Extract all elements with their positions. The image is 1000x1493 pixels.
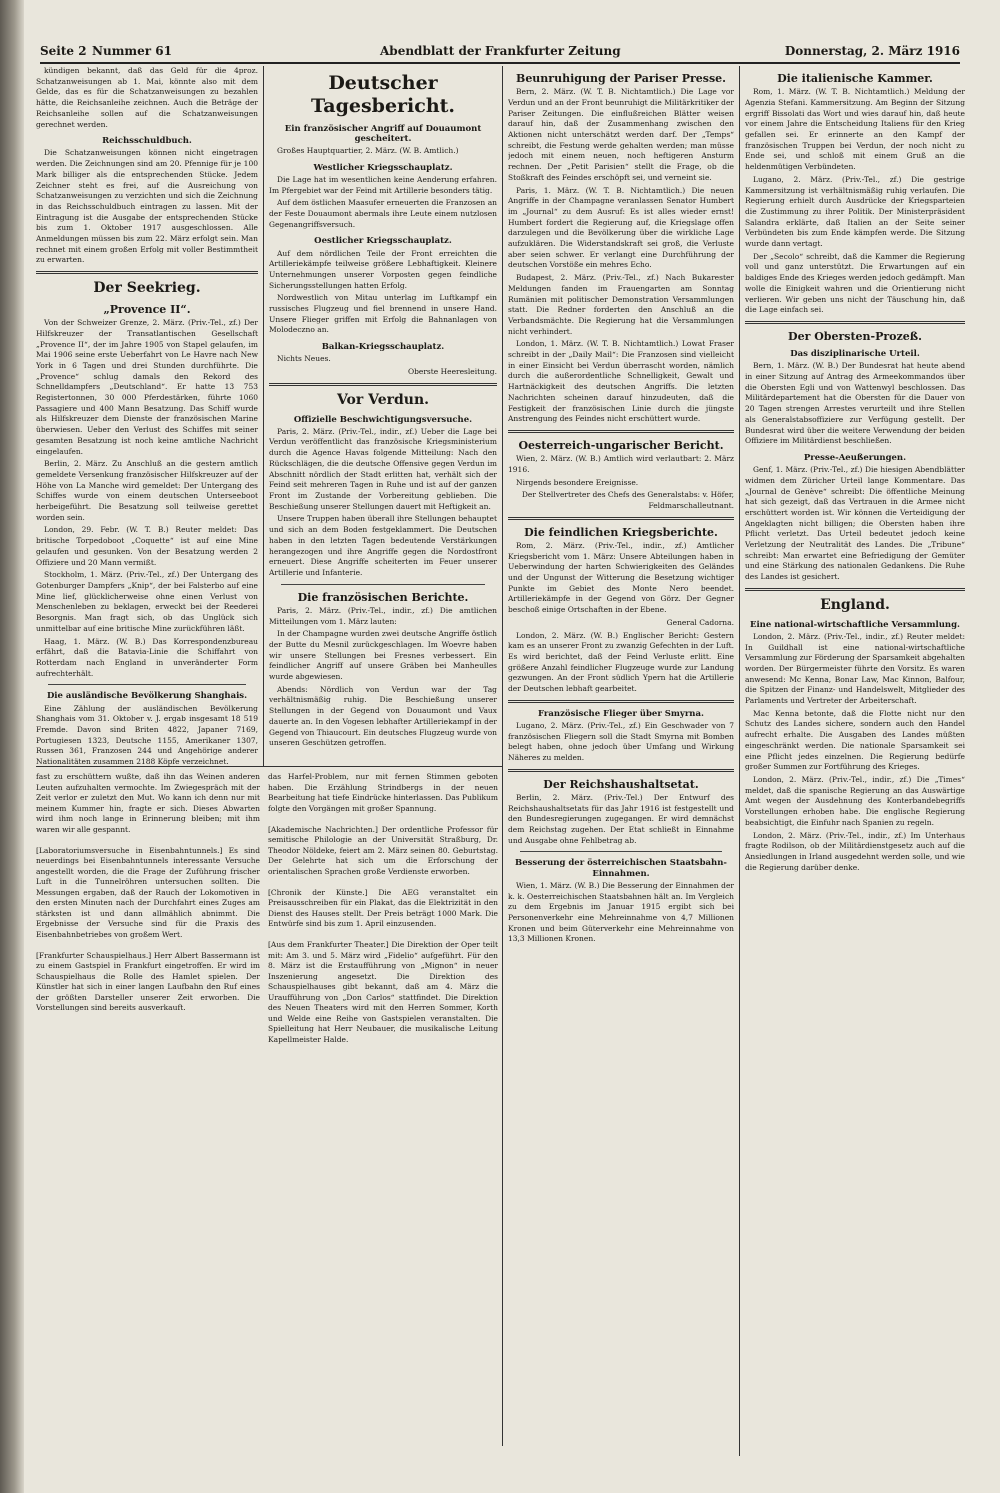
number-label: Nummer 61 bbox=[92, 44, 172, 58]
smyrna-title: Französische Flieger über Smyrna. bbox=[538, 708, 704, 719]
shanghai-paragraph: Eine Zählung der ausländischen Bevölkerung Shanghais vom 31. Oktober v. J. ergab insgesamt 18 519 Fremde. Davon sind Briten 4822, Japaner 7169, Portugiesen 1323, Deutsche 1155, Amerikaner 1307, Russen 361, Franzosen 244 und Angehörige anderer Nationalitäten zusammen 2188 Köpfe verzeichnet. bbox=[36, 703, 258, 766]
western-front-paragraph-2: Auf dem östlichen Maasufer erneuerten die Franzosen an der Feste Douaumont abermals ihre Leute einem nutzlosen Gegenangriffsversuch. bbox=[269, 198, 497, 229]
german-report-subtitle: Ein französischer Angriff auf Douaumont gescheitert. bbox=[284, 123, 482, 144]
french-reports-paragraph-1: Paris, 2. März. (Priv.-Tel., indir., zf.) Die amtlichen Mitteilungen vom 1. März lauten: bbox=[269, 605, 497, 626]
england-paragraph-4: London, 2. März. (Priv.-Tel., indir., zf.) Im Unterhaus fragte Rodilson, ob der Militärdienstgesetz auch auf die Ansiedlungen in Irland ausgedehnt werden solle, und wie die Regierung darüber denke. bbox=[745, 830, 965, 872]
debt-heading: Reichsschuldbuch. bbox=[102, 136, 192, 147]
intro-paragraph: kündigen bekannt, daß das Geld für die 4proz. Schatzanweisungen ab 1. Mai, könnte also mit dem Gelde, das es für die Schatzanweisungen zu bezahlen hätte, die Reichsanleihe zeichnen. Auch die Beträge der Reichsanleihe sollen auf die Schatzanweisungen gerechnet werden. bbox=[36, 66, 258, 129]
naval-paragraph-5: Haag, 1. März. (W. B.) Das Korrespondenzbureau erfährt, daß die Batavia-Linie die Schiffahrt von Rotterdam nach England in unveränderter Form aufrechterhält. bbox=[36, 636, 258, 678]
eastern-front-paragraph-2: Nordwestlich von Mitau unterlag im Luftkampf ein russisches Flugzeug und fiel brennend in unsere Hand. Unsere Flieger griffen mit Erfolg die Bahnanlagen von Molodeczno an. bbox=[269, 293, 497, 335]
italian-chamber-paragraph-3: Der „Secolo“ schreibt, daß die Kammer die Regierung voll und ganz unterstützt. Die Erwartungen auf ein baldiges Ende des Krieges werden jedoch gedämpft. Man wolle die Einigkeit wahren und die Orientierung nicht verlieren. Wir geben uns nicht der Täuschung hin, daß die Lage einfach sei. bbox=[745, 251, 965, 315]
italian-chamber-paragraph-1: Rom, 1. März. (W. T. B. Nichtamtlich.) Meldung der Agenzia Stefani. Kammersitzung. Am Beginn der Sitzung ergriff Bissolati das Wort und wies darauf hin, daß heute vor einem Jahre die Entscheidung Italiens für den Krieg gefallen sei. Er erinnerte an den Kampf der französischen Truppen bei Verdun, der noch nicht zu Ende sei, und schloß mit einem Gruß an die heldenmütigen Verbündeten. bbox=[745, 87, 965, 172]
england-paragraph-3: London, 2. März. (Priv.-Tel., indir., zf.) Die „Times“ meldet, daß die spanische Regierung an das Auswärtige Amt wegen der Ausdehnung des Konterbandebegriffs Vorstellungen erhoben habe. Die englische Regierung beabsichtigt, die Einfuhr nach Spanien zu regeln. bbox=[745, 775, 965, 827]
england-paragraph-2: Mac Kenna betonte, daß die Flotte nicht nur den Schutz des Landes sichere, sondern auch den Handel aufrecht erhalte. Die Ausgaben des Landes müßten eingeschränkt werden. Die nationale Sparsamkeit sei eine Pflicht jedes einzelnen. Die Regierung bedürfe großer Summen zur Fortführung des Krieges. bbox=[745, 708, 965, 772]
press-reactions-title: Presse-Aeußerungen. bbox=[803, 452, 907, 463]
italian-chamber-title: Die italienische Kammer. bbox=[777, 72, 933, 85]
england-title: England. bbox=[820, 596, 890, 613]
press-reactions-paragraph: Genf, 1. März. (Priv.-Tel., zf.) Die hiesigen Abendblätter widmen dem Züricher Urteil lange Kommentare. Das „Journal de Genève“ schreibt: Die öffentliche Meinung hat sich gezeigt, daß das Vertrauen in die Armee nicht erschüttert worden ist. Wir können die Verteidigung der Angeklagten nicht billigen; die Obersten haben ihre Pflicht verletzt. Das Urteil bedeutet jedoch keine Verletzung der Neutralität des Landes. Die „Tribune“ schreibt: Man erwartet eine Befriedigung der Gemüter und eine Stärkung des nationalen Gedankens. Die Ruhe des Landes ist gesichert. bbox=[745, 465, 965, 582]
austria-report-signature: Der Stellvertreter des Chefs des Generalstabs: v. Höfer, Feldmarschalleutnant. bbox=[521, 490, 734, 510]
german-report-title: Deutscher Tagesbericht. bbox=[310, 72, 456, 117]
feuilleton-right-column: das Harfel-Problem, nur mit fernen Stimmen geboten haben. Die Erzählung Strindbergs in der neuen Bearbeitung hat tiefe Eindrücke hinterlassen. Das Publikum folgte den Vorgängen mit großer Spannung. [Akademische Nachrichten.] Der ordentliche Professor für semitische Philologie an der Universität Straßburg, Dr. Theodor Nöldeke, feiert am 2. März seinen 80. Geburtstag. Der Gelehrte hat sich um die Erforschung der orientalischen Sprachen große Verdienste erworben. [Chronik der Künste.] Die AEG veranstaltet ein Preisausschreiben für ein Plakat, das die Elektrizität in den Dienst des Hauses stellt. Der Preis beträgt 1000 Mark. Die Entwürfe sind bis zum 1. April einzusenden. [Aus dem Frankfurter Theater.] Die Direktion der Oper teilt mit: Am 3. und 5. März wird „Fidelio“ aufgeführt. Für den 8. März ist die Erstaufführung von „Mignon“ in neuer Inszenierung angesetzt. Die Direktion des Schauspielhauses gibt bekannt, daß am 4. März die Uraufführung von „Don Carlos“ stattfindet. Die Direktion des Neuen Theaters wird mit den Herren Sommer, Korth und Welde eine Reihe von Gastspielen veranstalten. Die Spielleitung hat Herr Neubauer, die musikalische Leitung Kapellmeister Halde. bbox=[268, 772, 498, 1044]
smyrna-paragraph: Lugano, 2. März. (Priv.-Tel., zf.) Ein Geschwader von 7 französischen Fliegern soll die Stadt Smyrna mit Bomben belegt haben, ohne jedoch über Umfang und Wirkung Näheres zu melden. bbox=[508, 720, 734, 763]
paris-press-paragraph-2: Paris, 1. März. (W. T. B. Nichtamtlich.) Die neuen Angriffe in der Champagne veranlassen Senator Humbert im „Journal“ zu dem Ausruf: Es ist alles wieder ernst! Humbert fordert die Regierung auf, die Kriegslage offen darzulegen und die Bevölkerung über die wirkliche Lage aufzuklären. Die Widerstandskraft sei groß, die Verluste aber seien schwer. Er verlangt eine Durchführung der deutschen Vorstöße ein mehres Echo. bbox=[508, 185, 734, 270]
colonels-trial-subtitle: Das disziplinarische Urteil. bbox=[790, 349, 920, 360]
eastern-front-heading: Oestlicher Kriegsschauplatz. bbox=[314, 236, 452, 247]
naval-paragraph-2: Berlin, 2. März. Zu Anschluß an die gestern amtlich gemeldete Versenkung französischer Hilfskreuzer auf der Höhe von La Manche wird gemeldet: Der Untergang des Schiffes wurde von einem deutschen Unterseeboot herbeigeführt. Die Besatzung soll teilweise gerettet worden sein. bbox=[36, 459, 258, 522]
paris-press-paragraph-1: Bern, 2. März. (W. T. B. Nichtamtlich.) Die Lage vor Verdun und an der Front beunruhigt die Militärkritiker der Pariser Zeitungen. Die einflußreichen Blätter weisen darauf hin, daß der Zusammenhang zwischen den Aktionen nicht unterschätzt werden darf. Der „Temps“ schreibt, die Festung werde gehalten werden; man müsse jedoch mit einem neuen, noch heftigeren Ansturm rechnen. Der „Petit Parisien“ stellt die Frage, ob die Stoßkraft des Feindes erschöpft sei, und verneint sie. bbox=[508, 87, 734, 182]
verdun-subtitle: Offizielle Beschwichtigungsversuche. bbox=[293, 414, 473, 425]
page-binding-edge bbox=[0, 0, 24, 1493]
enemy-reports-signature: General Cadorna. bbox=[666, 617, 734, 627]
enemy-reports-paragraph-1: Rom, 2. März. (Priv.-Tel., indir., zf.) Amtlicher Kriegsbericht vom 1. März: Unsere Abteilungen haben in Ueberwindung der harten Schwierigkeiten des Geländes und der Ungunst der Witterung die Besetzung wichtiger Punkte im Gebiet des Monte Nero beendet. Artilleriekämpfe in der Gegend von Görz. Der Gegner beschoß einige Ortschaften in der Ebene. bbox=[508, 540, 734, 615]
colonels-trial-paragraph: Bern, 1. März. (W. B.) Der Bundesrat hat heute abend in einer Sitzung auf Antrag des Armeekommandos über die Obersten Egli und von Wattenwyl beschlossen. Das Militärdepartement hat die Obersten für die Dauer von 20 Tagen strengen Arrestes verurteilt und ihre Stellen als Generalstabsoffiziere zur Verfügung gestellt. Der Bundesrat wird über die weitere Verwendung der beiden Offiziere im Militärdienst beschließen. bbox=[745, 361, 965, 446]
naval-paragraph-3: London, 29. Febr. (W. T. B.) Reuter meldet: Das britische Torpedoboot „Coquette“ ist auf eine Mine gelaufen und gesunken. Von der Besatzung werden 2 Offiziere und 20 Mann vermißt. bbox=[36, 525, 258, 567]
paris-press-paragraph-3: Budapest, 2. März. (Priv.-Tel., zf.) Nach Bukarester Meldungen fanden im Frauengarten am Sonntag Rumänien mit politischer Demonstration Versammlungen statt. Die Redner forderten den Anschluß an die Verbandsmächte. Die Regierung hat die Versammlungen nicht verhindert. bbox=[508, 273, 734, 336]
italian-chamber-paragraph-2: Lugano, 2. März. (Priv.-Tel., zf.) Die gestrige Kammersitzung ist verhältnismäßig ruhig verlaufen. Die Regierung erhielt durch Ausdrücke der Kriegsparteien die Zustimmung zu ihrer Politik. Der Ministerpräsident Salandra erklärte, daß Italien an der Seite seiner Verbündeten bis zum Ende kämpfen werde. Die Sitzung wurde dann vertagt. bbox=[745, 174, 965, 249]
column-2 bbox=[269, 66, 497, 766]
column-rule bbox=[263, 66, 264, 766]
paris-press-title: Beunruhigung der Pariser Presse. bbox=[516, 72, 726, 85]
england-paragraph-1: London, 2. März. (Priv.-Tel., indir., zf.) Reuter meldet: In Guildhall ist eine national-wirtschaftliche Versammlung zur Förderung der Sparsamkeit abgehalten worden. Der Bürgermeister führte den Vorsitz. Es waren anwesend: Mc Kenna, Bonar Law, Mac Kinnon, Balfour, die Spitzen der Finanz- und Handelswelt, Mitglieder des Parlaments und Vertreter der Arbeiterschaft. bbox=[745, 631, 965, 706]
verdun-title: Vor Verdun. bbox=[336, 391, 430, 408]
provence-subheading: „Provence II“. bbox=[103, 302, 191, 316]
balkan-front-paragraph: Nichts Neues. bbox=[277, 354, 331, 364]
austria-report-text: Nirgends besondere Ereignisse. bbox=[516, 477, 639, 487]
austria-report-title: Oesterreich-ungarischer Bericht. bbox=[518, 438, 724, 452]
column-rule bbox=[739, 66, 740, 1456]
masthead: Abendblatt der Frankfurter Zeitung bbox=[380, 44, 621, 58]
debt-paragraph: Die Schatzanweisungen können nicht eingetragen werden. Die Zeichnungen sind am 20. Pfennige für je 100 Mark billiger als die entsprechenden Stücke. Jedem Zeichner steht es frei, auf die Ausreichung von Schatzanweisungen zu verzichten und sich die Zeichnung in das Reichsschuldbuch eintragen zu lassen. Mit der Eintragung ist die Ausgabe der entsprechenden Stücke bis zum 1. Oktober 1917 ausgeschlossen. Alle Anmeldungen müssen bis zum 22. März erfolgt sein. Man rechnet mit einem großen Erfolg mit voller Bestimmtheit zu erwarten. bbox=[36, 148, 258, 265]
page-header bbox=[40, 40, 960, 64]
railway-revenue-paragraph: Wien, 1. März. (W. B.) Die Besserung der Einnahmen der k. k. Oesterreichischen Staatsbahnen hält an. Im Vergleich zu dem Ergebnis im Januar 1915 ergibt sich bei Personenverkehr eine Mehreinnahme von 4,7 Millionen Kronen und beim Güterverkehr eine Mehreinnahme von 13,3 Millionen Kronen. bbox=[508, 880, 734, 944]
enemy-reports-title: Die feindlichen Kriegsberichte. bbox=[524, 525, 718, 539]
feuilleton-section bbox=[36, 772, 506, 1452]
verdun-paragraph-1: Paris, 2. März. (Priv.-Tel., indir., zf.) Ueber die Lage bei Verdun veröffentlicht das französische Kriegsministerium durch die Agence Havas folgende Mitteilung: Nach den Rückschlägen, die die deutsche Offensive gegen Verdun im Abschnitt nördlich der Stadt erlitten hat, verhält sich der Feind seit mehreren Tagen in Ruhe und ist auf der ganzen Front im Zustande der Vorbereitung geblieben. Die Beschießung unserer Stellungen dauert mit Heftigkeit an. bbox=[269, 426, 497, 511]
shanghai-heading: Die ausländische Bevölkerung Shanghais. bbox=[46, 691, 248, 702]
column-3 bbox=[508, 66, 734, 1456]
page-label: Seite 2 bbox=[40, 44, 87, 58]
issue-date: Donnerstag, 2. März 1916 bbox=[784, 44, 960, 58]
railway-revenue-title: Besserung der österreichischen Staatsbahn-Einnahmen. bbox=[515, 858, 727, 879]
england-subtitle: Eine national-wirtschaftliche Versammlung. bbox=[749, 619, 961, 630]
column-4 bbox=[745, 66, 965, 1456]
naval-paragraph-1: Von der Schweizer Grenze, 2. März. (Priv.-Tel., zf.) Der Hilfskreuzer der Transatlantischen Gesellschaft „Provence II“, der im Jahre 1905 von Stapel gelaufen, im Mai 1906 seine erste Ueberfahrt von Le Havre nach New York in 6 Tagen und drei Stunden durchführte. Die „Provence“ schlug damals den Rekord des Schnelldampfers „Deutschland“. Er hatte 13 753 Registertonnen, 30 000 Pferdestärken, führte 1060 Passagiere und 400 Mann Besatzung. Das Schiff wurde als Hilfskreuzer dem Dienste der französischen Marine überwiesen. Ueber den Verlust des Schiffes mit seiner gesamten Besatzung ist noch keine amtliche Nachricht eingelaufen. bbox=[36, 318, 258, 456]
budget-title: Der Reichshaushaltsetat. bbox=[543, 777, 699, 791]
feuilleton-left-column: fast zu erschüttern wußte, daß ihn das Weinen anderen Leuten aufzuhalten vermochte. Im Zwiegespräch mit der Zeit verlor er zuletzt den Mut. Wo kann ich denn nur mit meinem Kummer hin, fragte er sich. Dieses Abwarten wird ihm noch lange in Erinnerung bleiben; mit ihm waren wir alle gespannt. [Laboratoriumsversuche in Eisenbahntunnels.] Es sind neuerdings bei Eisenbahntunnels interessante Versuche angestellt worden, die die Frage der Zuführung frischer Luft in die Tunnelröhren untersuchen sollten. Die Messungen ergaben, daß der Rauch der Lokomotiven in den ersten Minuten nach der Durchfahrt eines Zuges am stärksten ist und dann allmählich abnimmt. Die Ergebnisse der Versuche sind für die Praxis des Eisenbahnbetriebes von großem Wert. [Frankfurter Schauspielhaus.] Herr Albert Bassermann ist zu einem Gastspiel in Frankfurt eingetroffen. Er wird im Schauspielhaus die Rolle des Hamlet spielen. Der Künstler hat sich in einer langen Laufbahn den Ruf eines der größten Darsteller unserer Zeit erworben. Die Vorstellungen sind bereits ausverkauft. bbox=[36, 772, 260, 1012]
eastern-front-paragraph-1: Auf dem nördlichen Teile der Front erreichten die Artilleriekämpfe teilweise größere Lebhaftigkeit. Kleinere Unternehmungen unserer Vorposten gegen feindliche Sicherungsstellungen hatten Erfolg. bbox=[269, 248, 497, 290]
verdun-paragraph-2: Unsere Truppen haben überall ihre Stellungen behauptet und sich an dem Boden festgeklammert. Die Deutschen haben in den letzten Tagen bedeutende Verstärkungen herangezogen und ihre Angriffe gegen die Nordostfront erneuert. Diese Angriffe scheiterten im Feuer unserer Artillerie und Infanterie. bbox=[269, 514, 497, 577]
budget-paragraph: Berlin, 2. März. (Priv.-Tel.) Der Entwurf des Reichshaushaltsetats für das Jahr 1916 ist festgestellt und den Bundesregierungen zugegangen. Er wird demnächst dem Reichstag zugehen. Der Etat schließt in Einnahme und Ausgabe ohne Fehlbetrag ab. bbox=[508, 792, 734, 845]
naval-paragraph-4: Stockholm, 1. März. (Priv.-Tel., zf.) Der Untergang des Gotenburger Dampfers „Knip“, der bei Falsterbo auf eine Mine lief, glücklicherweise ohne einen Verlust von Menschenleben zu beklagen, erweckt bei der Reederei Besorgnis. Man fragt sich, ob das Unglück sich unmittelbar auf eine britische Mine zurückführen läßt. bbox=[36, 570, 258, 633]
german-report-dateline: Großes Hauptquartier, 2. März. (W. B. Amtlich.) bbox=[277, 145, 459, 155]
feuilleton-rule bbox=[36, 766, 502, 767]
french-reports-paragraph-2: In der Champagne wurden zwei deutsche Angriffe östlich der Butte du Mesnil zurückgeschlagen. Im Woevre haben wir unsere Stellungen bei Fresnes verbessert. Ein feindlicher Angriff auf unsere Gräben bei Manheulles wurde abgewiesen. bbox=[269, 629, 497, 682]
naval-war-heading: Der Seekrieg. bbox=[93, 280, 201, 297]
western-front-heading: Westlicher Kriegsschauplatz. bbox=[313, 162, 453, 173]
column-1 bbox=[36, 66, 258, 766]
colonels-trial-title: Der Obersten-Prozeß. bbox=[788, 329, 922, 343]
balkan-front-heading: Balkan-Kriegsschauplatz. bbox=[321, 342, 445, 353]
western-front-paragraph-1: Die Lage hat im wesentlichen keine Aenderung erfahren. Im Pfergebiet war der Feind mit Artillerie besonders tätig. bbox=[269, 174, 497, 195]
french-reports-title: Die französischen Berichte. bbox=[297, 590, 469, 604]
austria-report-dateline: Wien, 2. März. (W. B.) Amtlich wird verlautbart: 2. März 1916. bbox=[508, 454, 734, 474]
enemy-reports-paragraph-2: London, 2. März. (W. B.) Englischer Bericht: Gestern kam es an unserer Front zu zwanzig Gefechten in der Luft. Es wird berichtet, daß der Feind Verluste erlitt. Eine größere Anzahl feindlicher Flugzeuge wurde zur Landung gezwungen. An der Front südlich Ypern hat die Artillerie der Deutschen lebhaft gearbeitet. bbox=[508, 630, 734, 694]
french-reports-paragraph-3: Abends: Nördlich von Verdun war der Tag verhältnismäßig ruhig. Die Beschießung unserer Stellungen in der Gegend von Douaumont und Vaux dauerte an. In den Vogesen lebhafter Artilleriekampf in der Gegend von Thiaucourt. Ein deutsches Flugzeug wurde von unseren Geschützen getroffen. bbox=[269, 684, 497, 748]
paris-press-paragraph-4: London, 1. März. (W. T. B. Nichtamtlich.) Lowat Fraser schreibt in der „Daily Mail“: Die Franzosen sind vielleicht in einer Einsicht bei Verdun überrascht worden, nämlich durch die außerordentliche Schnelligkeit, Gewalt und Hartnäckigkeit des deutschen Angriffs. Die letzten Nachrichten scheinen darauf hinzudeuten, daß die Festigkeit der französischen Linie durch die jüngste Anstrengung des Feindes nicht erschüttert wurde. bbox=[508, 339, 734, 424]
army-command-signature: Oberste Heeresleitung. bbox=[407, 367, 497, 377]
